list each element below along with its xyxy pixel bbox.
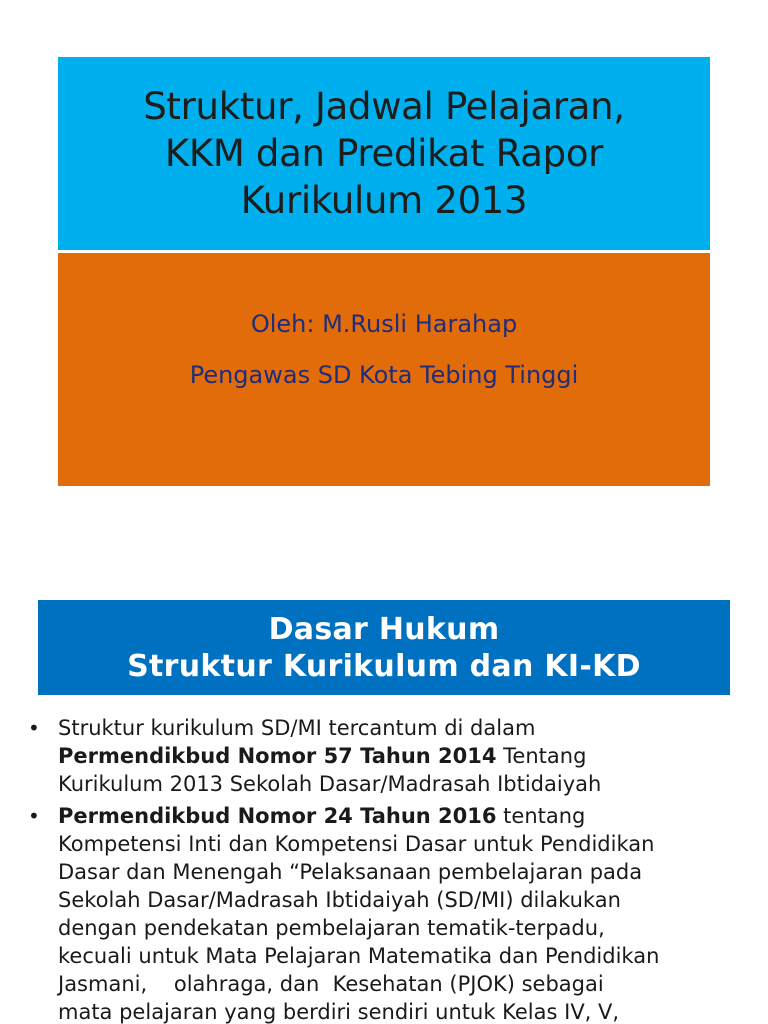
- regulation-reference: Permendikbud Nomor 24 Tahun 2016: [58, 804, 497, 828]
- slide-author-block: [58, 253, 710, 486]
- bullet-text-line: dengan pendekatan pembelajaran tematik-terpadu,: [58, 916, 605, 940]
- bullet-icon: •: [28, 716, 40, 740]
- bullet-text-line: Dasar dan Menengah “Pelaksanaan pembelajaran pada: [58, 860, 643, 884]
- bullet-text-line: [58, 802, 744, 830]
- bullet-text-line: kecuali untuk Mata Pelajaran Matematika dan Pendidikan: [58, 944, 660, 968]
- bullet-text-line: Sekolah Dasar/Madrasah Ibtidaiyah (SD/MI) dilakukan: [58, 888, 621, 912]
- bullet-text-fragment: Tentang: [496, 744, 587, 768]
- author-name: Oleh: M.Rusli Harahap: [250, 310, 518, 338]
- slide-title-line-2: KKM dan Predikat Rapor: [164, 132, 604, 175]
- bullet-text-line: Jasmani, olahraga, dan Kesehatan (PJOK) sebagai: [58, 972, 604, 996]
- bullet-text-line: mata pelajaran yang berdiri sendiri untuk Kelas IV, V,: [58, 1000, 620, 1024]
- regulation-reference: Permendikbud Nomor 57 Tahun 2014: [58, 744, 497, 768]
- section-header: [38, 600, 730, 695]
- bullet-text-line: [58, 742, 744, 770]
- bullet-text-line: Kurikulum 2013 Sekolah Dasar/Madrasah Ibtidaiyah: [58, 772, 602, 796]
- bullet-list: [24, 714, 744, 1024]
- slide-title-line-3: Kurikulum 2013: [240, 179, 528, 222]
- bullet-text-fragment: tentang: [496, 804, 586, 828]
- bullet-text-line: Kompetensi Inti dan Kompetensi Dasar untuk Pendidikan: [58, 832, 655, 856]
- section-header-line-1: Dasar Hukum: [268, 611, 500, 647]
- bullet-item: [24, 714, 744, 798]
- slide-title-line-1: Struktur, Jadwal Pelajaran,: [143, 85, 625, 128]
- slide-title-block: [58, 57, 710, 250]
- bullet-text-line: Struktur kurikulum SD/MI tercantum di dalam: [58, 716, 536, 740]
- section-header-line-2: Struktur Kurikulum dan KI-KD: [127, 648, 641, 684]
- bullet-icon: •: [28, 804, 40, 828]
- author-position: Pengawas SD Kota Tebing Tinggi: [189, 361, 579, 389]
- bullet-item: [24, 802, 744, 1024]
